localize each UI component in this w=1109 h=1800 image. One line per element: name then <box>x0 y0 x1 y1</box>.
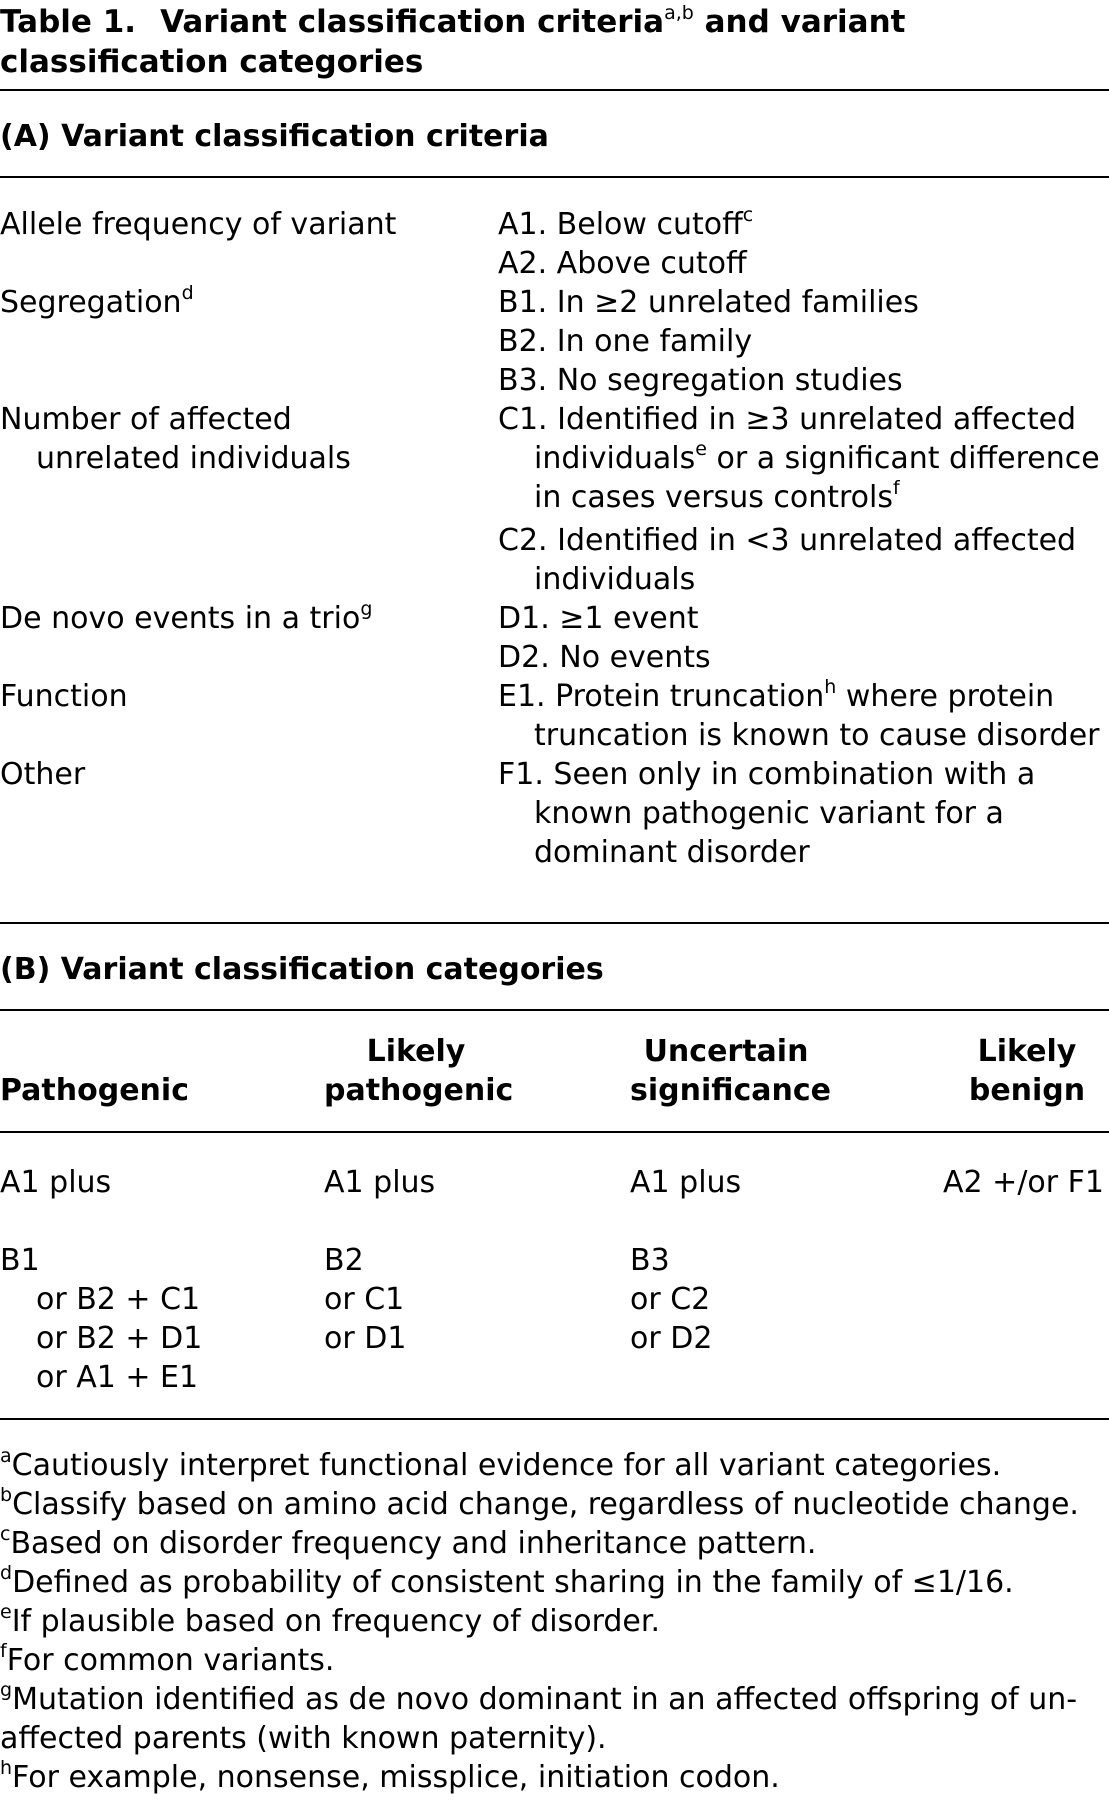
column-header-uncertain <box>630 1032 832 1110</box>
footnote-text: Classify based on amino acid change, regardless of nucleotide change. <box>12 1487 1079 1522</box>
column-header-pathogenic: Pathogenic <box>0 1073 189 1108</box>
rule-top <box>0 89 1109 91</box>
cell-likely-pathogenic-criteria <box>324 1241 406 1358</box>
footnote-c <box>0 1524 816 1563</box>
table-number: Table 1. <box>0 4 137 40</box>
value-text: A1. Below cutoff <box>498 207 743 242</box>
title-text-continued: and variant classification categories <box>0 4 906 80</box>
section-b-heading: (B) Variant classification categories <box>0 952 604 987</box>
footnote-mark: h <box>824 676 837 698</box>
cell-pathogenic-row1: A1 plus <box>0 1165 112 1200</box>
value-text: individuals <box>534 441 696 476</box>
value-c1 <box>498 400 1100 517</box>
value-text: F1. Seen only in combination with a <box>498 757 1036 792</box>
criterion-label: Function <box>0 679 128 714</box>
column-header-likely-benign <box>962 1032 1092 1110</box>
value-text: in cases versus controls <box>534 480 893 515</box>
criterion-label: Segregation <box>0 285 182 320</box>
criteria-line: or C1 <box>324 1282 405 1317</box>
footnote-d <box>0 1563 1014 1602</box>
footnote-mark: e <box>695 438 707 460</box>
criteria-line: or C2 <box>630 1282 711 1317</box>
header-line: Likely <box>366 1034 466 1069</box>
criteria-line: or D2 <box>630 1321 713 1356</box>
value-a2: A2. Above cutoff <box>498 246 747 281</box>
footnote-f <box>0 1641 334 1680</box>
value-text-cont: truncation is known to cause disorder <box>534 718 1100 753</box>
footnote-h <box>0 1758 780 1797</box>
value-text: or a significant difference <box>706 441 1100 476</box>
value-text-cont <box>498 478 1100 517</box>
header-line: Uncertain <box>643 1034 809 1069</box>
rule-section-a <box>0 176 1109 178</box>
value-text: where protein <box>836 679 1055 714</box>
footnote-mark: b <box>0 1484 13 1506</box>
value-d2: D2. No events <box>498 640 711 675</box>
value-text: C2. Identified in <3 unrelated affected <box>498 523 1077 558</box>
footnote-mark: a <box>0 1445 12 1467</box>
rule-column-headers <box>0 1131 1109 1133</box>
value-text-cont <box>498 439 1100 478</box>
criterion-function <box>0 677 128 716</box>
footnote-a <box>0 1446 1001 1485</box>
cell-likely-benign-row1: A2 +/or F1 <box>943 1165 1104 1200</box>
footnote-text: If plausible based on frequency of disorder. <box>11 1604 660 1639</box>
header-line: Likely <box>977 1034 1077 1069</box>
criteria-line: or B2 + D1 <box>36 1321 203 1356</box>
criterion-affected-individuals <box>0 400 351 478</box>
footnote-text: For common variants. <box>6 1643 335 1678</box>
footnote-mark: g <box>360 598 373 620</box>
footnote-mark: h <box>0 1757 13 1779</box>
value-d1: D1. ≥1 event <box>498 601 699 636</box>
rule-section-b <box>0 1009 1109 1011</box>
value-text: C1. Identified in ≥3 unrelated affected <box>498 402 1077 437</box>
value-text-cont: individuals <box>534 562 696 597</box>
footnote-mark: f <box>893 477 900 499</box>
footnote-text: For example, nonsense, missplice, initiation codon. <box>12 1760 780 1795</box>
footnote-mark: e <box>0 1601 12 1623</box>
table-title <box>0 2 1109 82</box>
footnote-mark: c <box>742 204 754 226</box>
criterion-label: Allele frequency of variant <box>0 207 397 242</box>
title-footnote-marks: a,b <box>664 2 694 24</box>
criterion-label: Other <box>0 757 86 792</box>
value-c2 <box>498 521 1076 599</box>
header-line: pathogenic <box>324 1073 514 1108</box>
criteria-line: B1 <box>0 1243 40 1278</box>
cell-pathogenic-criteria <box>0 1241 202 1397</box>
header-line: significance <box>630 1073 832 1108</box>
footnote-mark: d <box>181 282 194 304</box>
value-e1 <box>498 677 1100 755</box>
criteria-line: B2 <box>324 1243 364 1278</box>
footnote-e <box>0 1602 660 1641</box>
header-line: benign <box>968 1073 1086 1108</box>
criteria-line: B3 <box>630 1243 670 1278</box>
section-a-heading: (A) Variant classification criteria <box>0 119 549 154</box>
value-text-cont: known pathogenic variant for a <box>534 796 1004 831</box>
footnote-text: Based on disorder frequency and inheritance pattern. <box>10 1526 817 1561</box>
footnote-text: Defined as probability of consistent sharing in the family of ≤1/16. <box>12 1565 1014 1600</box>
value-text: E1. Protein truncation <box>498 679 825 714</box>
footnote-text: Cautiously interpret functional evidence for all variant categories. <box>11 1448 1002 1483</box>
footnote-g-cont: affected parents (with known paternity). <box>0 1721 607 1756</box>
footnote-g <box>0 1680 1077 1719</box>
criterion-de-novo <box>0 599 372 638</box>
rule-section-b-top <box>0 922 1109 924</box>
footnote-mark: c <box>0 1523 11 1545</box>
criterion-other <box>0 755 85 794</box>
value-a1 <box>498 205 753 244</box>
cell-likely-pathogenic-row1: A1 plus <box>324 1165 436 1200</box>
cell-uncertain-criteria <box>630 1241 712 1358</box>
criteria-line: or D1 <box>324 1321 407 1356</box>
criterion-segregation <box>0 283 194 322</box>
criterion-allele-frequency <box>0 205 396 244</box>
footnote-mark: g <box>0 1679 13 1701</box>
criterion-label: De novo events in a trio <box>0 601 361 636</box>
criterion-label-cont: unrelated individuals <box>36 441 351 476</box>
cell-uncertain-row1: A1 plus <box>630 1165 742 1200</box>
criterion-label: Number of affected <box>0 402 292 437</box>
value-b3: B3. No segregation studies <box>498 363 903 398</box>
value-text-cont: dominant disorder <box>534 835 810 870</box>
value-f1 <box>498 755 1035 872</box>
value-b2: B2. In one family <box>498 324 753 359</box>
value-b1: B1. In ≥2 unrelated families <box>498 285 919 320</box>
footnote-text: Mutation identified as de novo dominant in an affected offspring of un- <box>12 1682 1078 1717</box>
criteria-line: or A1 + E1 <box>36 1360 199 1395</box>
criteria-line: or B2 + C1 <box>36 1282 201 1317</box>
title-text: Variant classification criteria <box>160 4 665 40</box>
footnote-mark: d <box>0 1562 13 1584</box>
rule-bottom <box>0 1418 1109 1420</box>
column-header-likely-pathogenic <box>324 1032 514 1110</box>
footnote-b <box>0 1485 1079 1524</box>
footnote-mark: f <box>0 1640 7 1662</box>
